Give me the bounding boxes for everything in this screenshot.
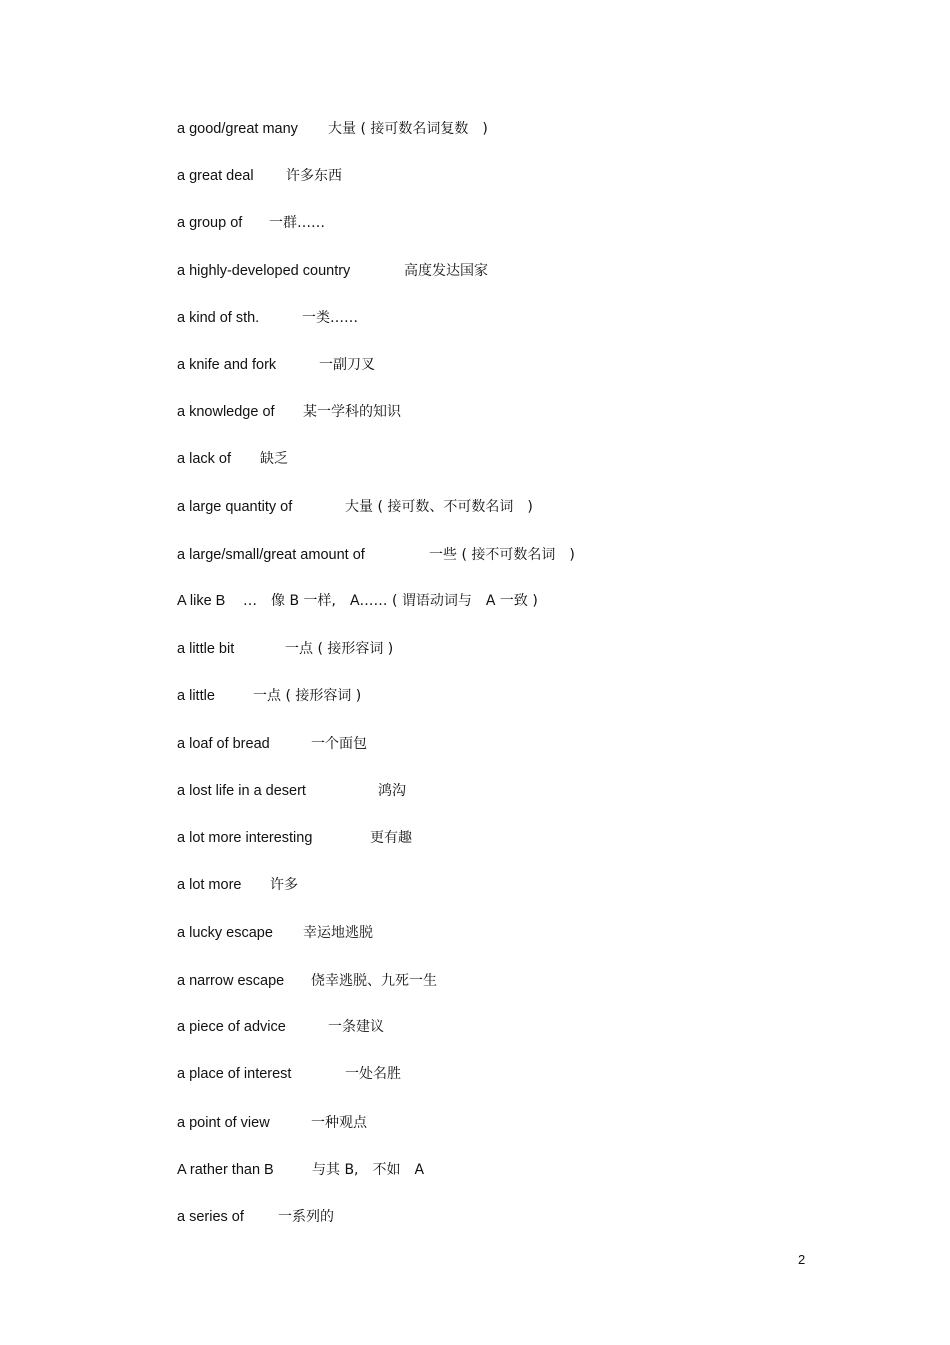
entry-term: a loaf of bread	[177, 736, 270, 752]
entry-term: a lucky escape	[177, 925, 273, 941]
entry-term: a kind of sth.	[177, 310, 260, 326]
entry-meaning: 一点 ( 接形容词 )	[253, 688, 362, 704]
entry-term: a series of	[177, 1209, 244, 1225]
entry-meaning: 一个面包	[311, 736, 367, 752]
entry-term: a narrow escape	[177, 973, 285, 989]
entry-meaning: 某一学科的知识	[303, 404, 401, 420]
entry-meaning: 一类……	[302, 310, 358, 326]
entry-term: a piece of advice	[177, 1019, 286, 1035]
entry-term: a lost life in a desert	[177, 783, 306, 799]
entry-meaning: 一群……	[269, 215, 325, 231]
entry-meaning: 一系列的	[278, 1209, 334, 1225]
entry-meaning: 一副刀叉	[319, 357, 375, 373]
entry-meaning: 鸿沟	[378, 783, 406, 799]
entry-term: a large quantity of	[177, 499, 293, 515]
entry-meaning: 一点 ( 接形容词 )	[285, 641, 394, 657]
entry-meaning: 高度发达国家	[404, 263, 488, 279]
entry-term: A rather than B	[177, 1162, 274, 1178]
entry-meaning: 更有趣	[370, 830, 412, 846]
entry-term: a place of interest	[177, 1066, 292, 1082]
entry-meaning: 缺乏	[260, 451, 288, 467]
entry-meaning: 一些 ( 接不可数名词 )	[429, 547, 575, 563]
entry-meaning: 大量 ( 接可数名词复数 )	[328, 121, 488, 137]
entry-term: a good/great many	[177, 121, 298, 137]
entry-term: a great deal	[177, 168, 254, 184]
entry-term: A like B	[177, 593, 226, 609]
entry-meaning: 侥幸逃脱、九死一生	[311, 973, 437, 989]
entry-meaning: 与其 B, 不如 A	[312, 1162, 425, 1178]
entry-meaning: … 像 B 一样, A…… ( 谓语动词与 A 一致 )	[243, 593, 538, 609]
entry-term: a little	[177, 688, 215, 704]
entry-term: a knife and fork	[177, 357, 277, 373]
entry-term: a large/small/great amount of	[177, 547, 365, 563]
entry-term: a group of	[177, 215, 243, 231]
entry-term: a knowledge of	[177, 404, 275, 420]
entry-meaning: 许多东西	[286, 168, 342, 184]
entry-term: a lot more interesting	[177, 830, 313, 846]
entry-term: a lot more	[177, 877, 242, 893]
entry-term: a lack of	[177, 451, 231, 467]
entry-meaning: 许多	[270, 877, 298, 893]
entry-term: a highly-developed country	[177, 263, 351, 279]
entry-term: a point of view	[177, 1115, 270, 1131]
page-number: 2	[798, 1252, 806, 1267]
entry-meaning: 幸运地逃脱	[303, 925, 373, 941]
entry-meaning: 大量 ( 接可数、不可数名词 )	[345, 499, 533, 515]
entry-term: a little bit	[177, 641, 235, 657]
entry-meaning: 一种观点	[311, 1115, 367, 1131]
entry-meaning: 一处名胜	[345, 1066, 401, 1082]
entry-meaning: 一条建议	[328, 1019, 384, 1035]
